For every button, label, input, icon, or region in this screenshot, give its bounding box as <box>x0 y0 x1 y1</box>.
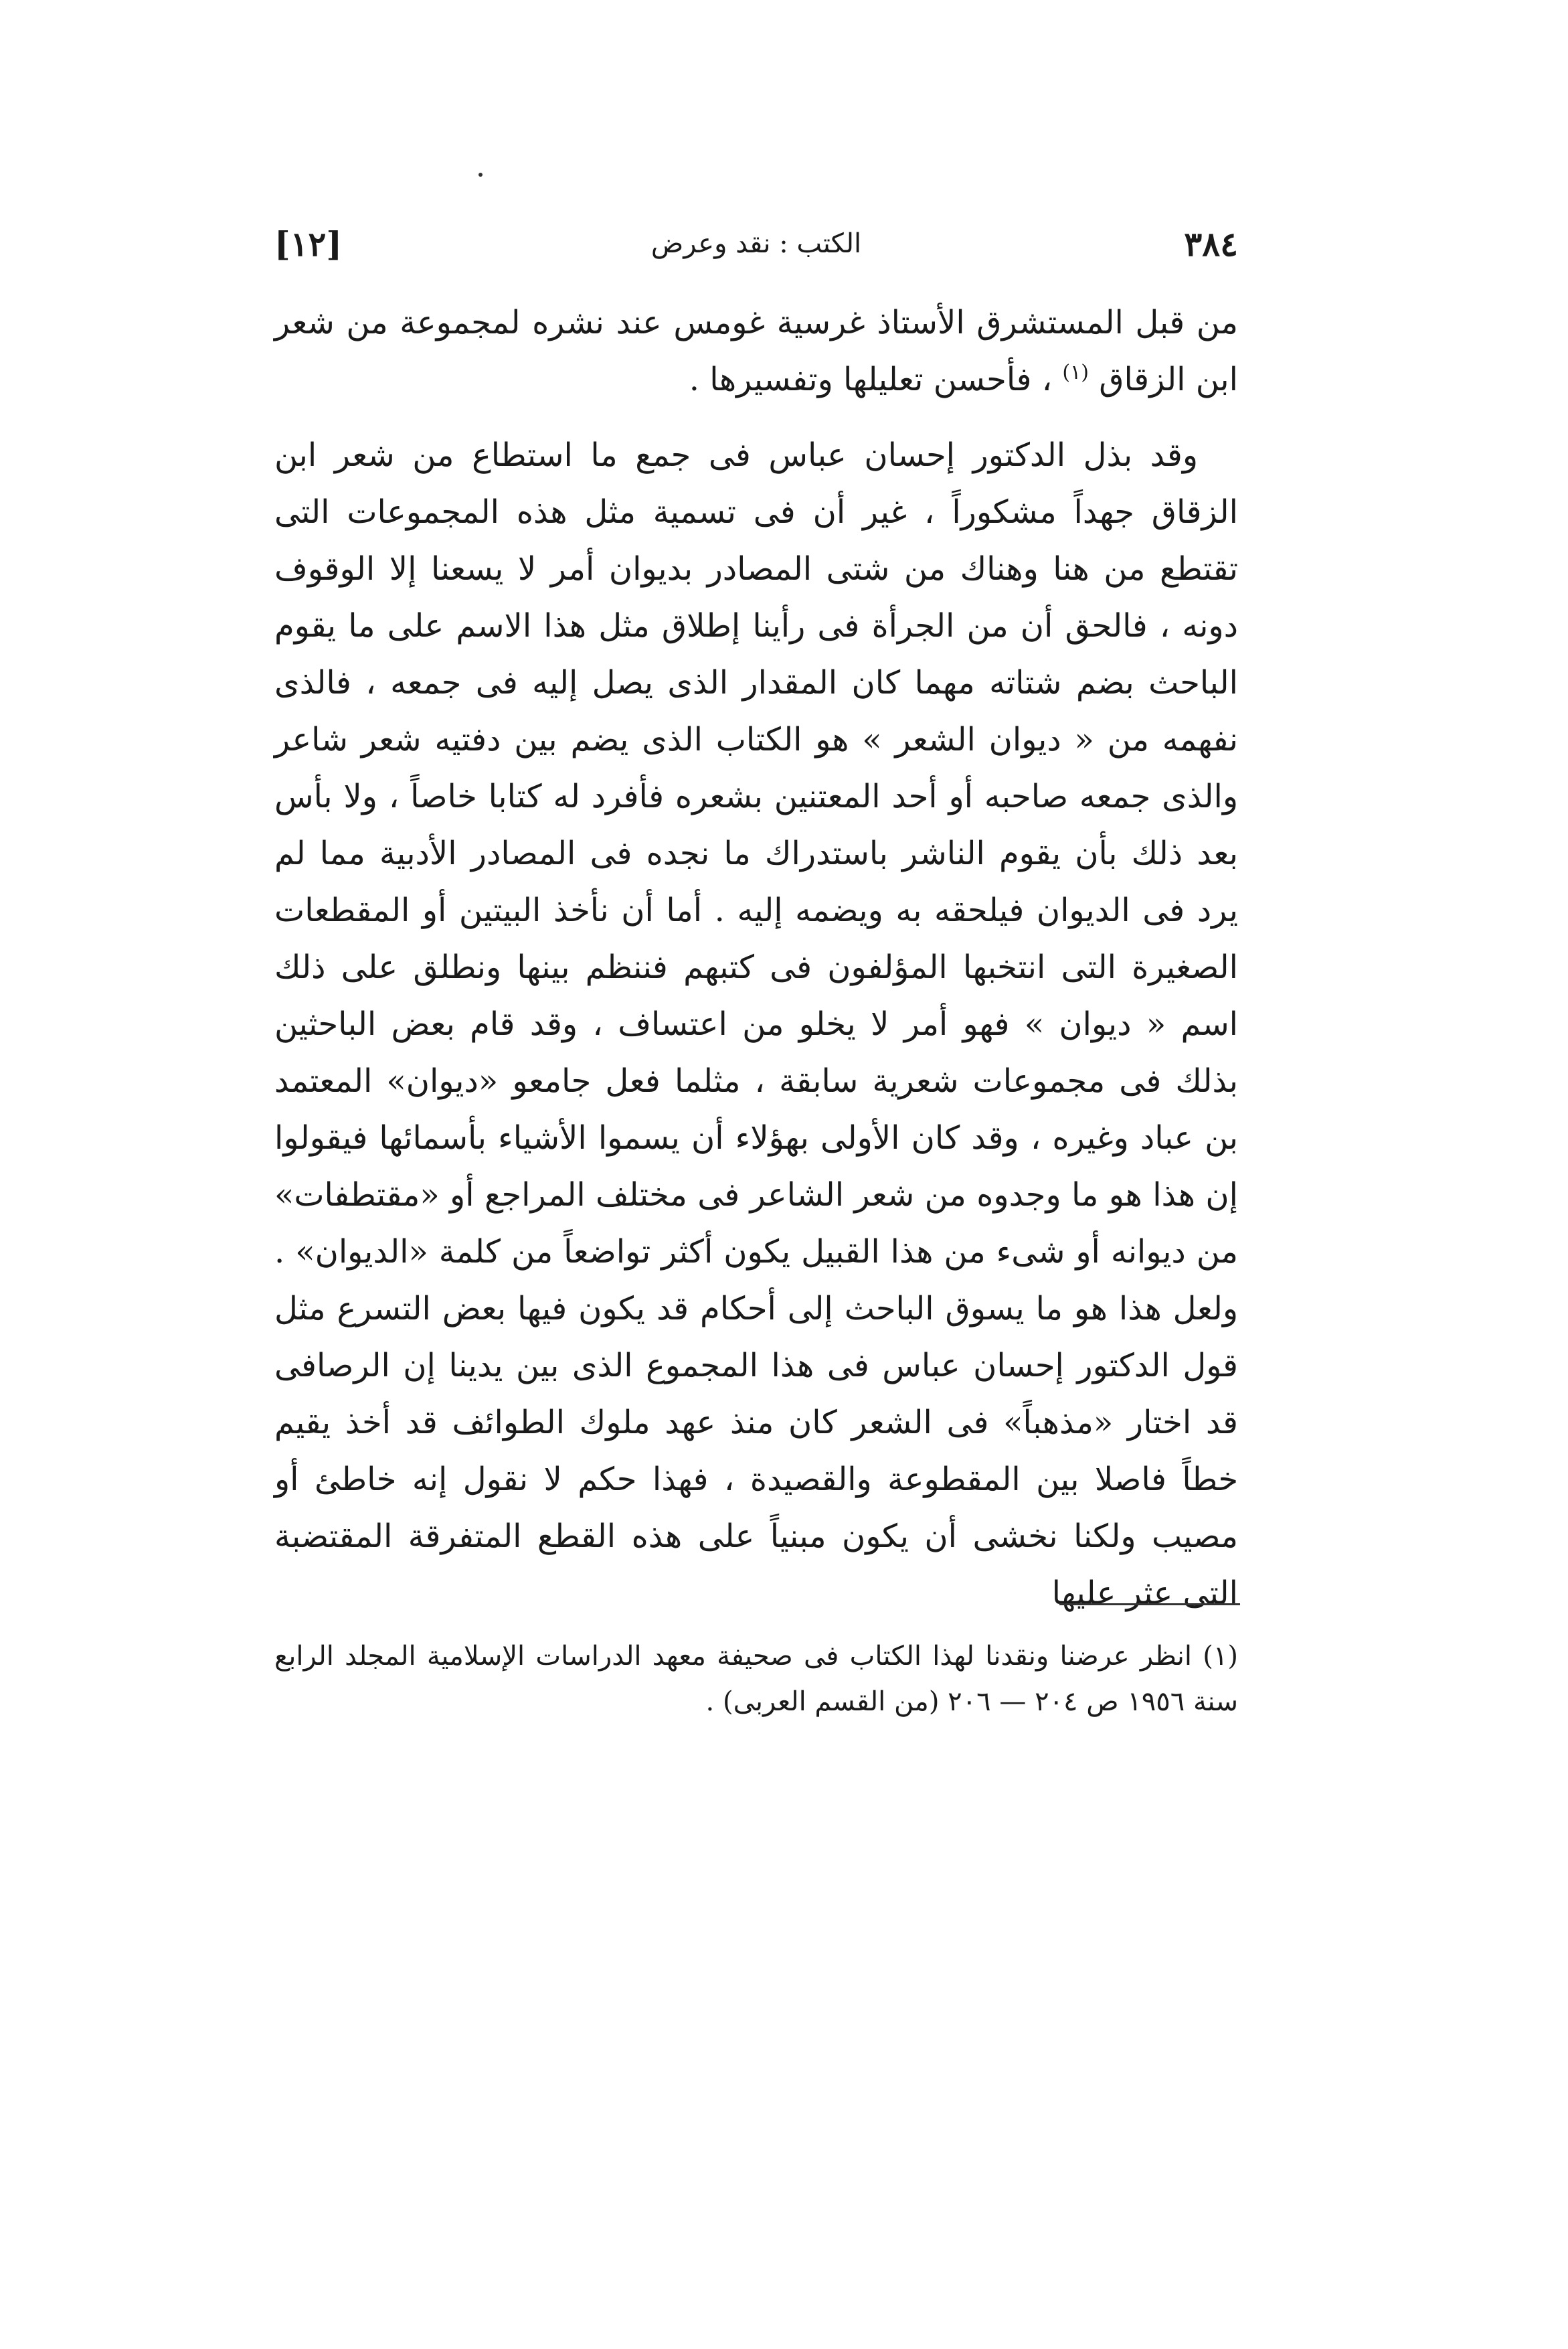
running-title: الكتب : نقد وعرض <box>650 228 862 259</box>
footnote-separator <box>1059 1603 1240 1605</box>
footnote-text: (١) انظر عرضنا ونقدنا لهذا الكتاب فى صحيفة معهد الدراسات الإسلامية المجلد الرابع سنة ١٩٥٦ ص ٢٠٤ — ٢٠٦ (من القسم العربى) . <box>274 1641 1238 1717</box>
ink-speck <box>478 173 483 177</box>
footnote-reference: (١) <box>1062 361 1089 384</box>
section-number: [١٢] <box>274 224 343 264</box>
paragraph-2: وقد بذل الدكتور إحسان عباس فى جمع ما استطاع من شعر ابن الزقاق جهداً مشكوراً ، غير أن فى تسمية مثل هذه المجموعات التى تقتطع من هنا وهناك من شتى المصادر بديوان أمر لا يسعنا إلا الوقوف دونه ، فالحق أن من الجرأة فى رأينا إطلاق مثل هذا الاسم على ما يقوم الباحث بضم شتاته مهما كان المقدار الذى يصل إليه فى جمعه ، فالذى نفهمه من « ديوان الشعر » هو الكتاب الذى يضم بين دفتيه شعر شاعر والذى جمعه صاحبه أو أحد المعتنين بشعره فأفرد له كتابا خاصاً ، ولا بأس بعد ذلك بأن يقوم الناشر باستدراك ما نجده فى المصادر الأدبية مما لم يرد فى الديوان فيلحقه به ويضمه إليه . أما أن نأخذ البيتين أو المقطعات الصغيرة التى انتخبها المؤلفون فى كتبهم فننظم بينها ونطلق على ذلك اسم « ديوان » فهو أمر لا يخلو من اعتساف ، وقد قام بعض الباحثين بذلك فى مجموعات شعرية سابقة ، مثلما فعل جامعو «ديوان» المعتمد بن عباد وغيره ، وقد كان الأولى بهؤلاء أن يسموا الأشياء بأسمائها فيقولوا إن هذا هو ما وجدوه من شعر الشاعر فى مختلف المراجع أو «مقتطفات» من ديوانه أو شىء من هذا القبيل يكون أكثر تواضعاً من كلمة «الديوان» . ولعل هذا هو ما يسوق الباحث إلى أحكام قد يكون فيها بعض التسرع مثل قول الدكتور إحسان عباس فى هذا المجموع الذى بين يدينا إن الرصافى قد اختار «مذهباً» فى الشعر كان منذ عهد ملوك الطوائف قد أخذ يقيم خطاً فاصلا بين المقطوعة والقصيدة ، فهذا حكم لا نقول إنه خاطئ أو مصيب ولكنا نخشى أن يكون مبنياً على هذه القطع المتفرقة المقتضبة التى عثر عليها <box>274 436 1239 1612</box>
paragraph-1 <box>274 295 1238 408</box>
main-text <box>274 295 1238 1622</box>
paragraph-1-text: من قبل المستشرق الأستاذ غرسية غومس عند نشره لمجموعة من شعر ابن الزقاق <box>274 304 1239 398</box>
paragraph-1-text-after: ، فأحسن تعليلها وتفسيرها . <box>689 361 1053 398</box>
footnote <box>274 1633 1238 1724</box>
page-number: ٣٨٤ <box>1184 224 1238 264</box>
page-header <box>274 224 1238 278</box>
